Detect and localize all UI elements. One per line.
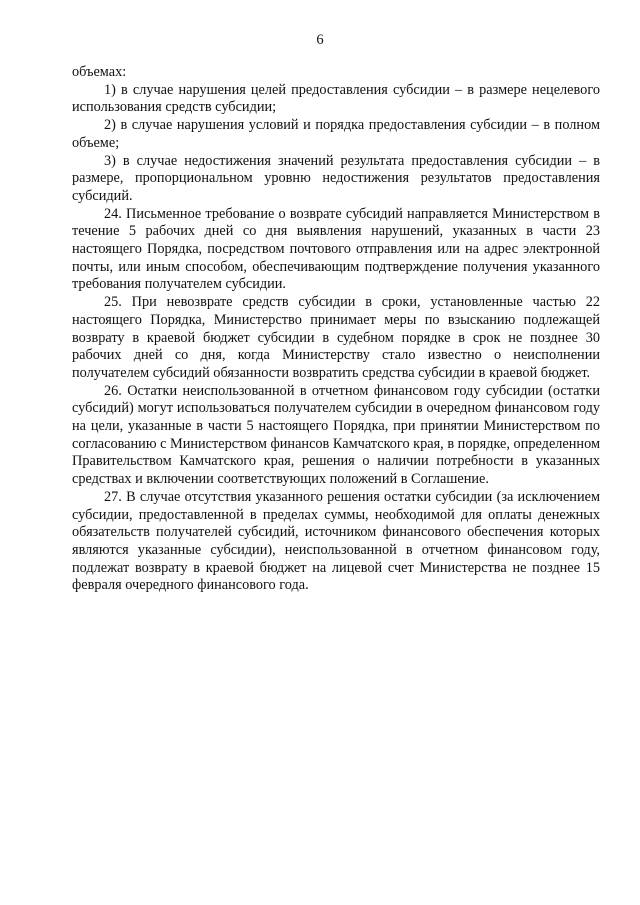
document-body [72, 64, 600, 595]
paragraph-25: 25. При невозврате средств субсидии в сроки, установленные частью 22 настоящего Порядка, Министерство принимает меры по взысканию подлежащей возврату в краевой бюджет субсидии в судебном порядке в срок не позднее 30 рабочих дней со дня, когда Министерству стало известно о неисполнении получателем субсидий обязанности возвратить средства субсидии в краевой бюджет. [72, 294, 600, 381]
paragraph-24: 24. Письменное требование о возврате субсидий направляется Министерством в течение 5 рабочих дней со дня выявления нарушений, указанных в части 23 настоящего Порядка, посредством почтового отправления или на адрес электронной почты, или иным способом, обеспечивающим подтверждение получения указанного требования получателем субсидии. [72, 205, 600, 293]
paragraph-item-2: 2) в случае нарушения условий и порядка предоставления субсидии – в полном объеме; [72, 117, 600, 151]
paragraph-item-1: 1) в случае нарушения целей предоставления субсидии – в размере нецелевого использования средств субсидии; [72, 81, 600, 116]
paragraph-27: 27. В случае отсутствия указанного решения остатки субсидии (за исключением субсидии, предоставленной в пределах суммы, необходимой для оплаты денежных обязательств получателей субсидий, источником финансового обеспечения которых являются указанные субсидии), неиспользованной в отчетном финансовом году, подлежат возврату в краевой бюджет на лицевой счет Министерства не позднее 15 февраля очередного финансового года. [72, 488, 600, 594]
paragraph-item-3: 3) в случае недостижения значений результата предоставления субсидии – в размере, пропорциональном уровню недостижения результатов предоставления субсидий. [72, 152, 600, 204]
paragraph-continuation: объемах: [72, 64, 127, 80]
page-number: 6 [316, 32, 324, 48]
paragraph-26: 26. Остатки неиспользованной в отчетном финансовом году субсидии (остатки субсидий) могут использоваться получателем субсидии в очередном финансовом году на цели, указанные в части 5 настоящего Порядка, при принятии Министерством по согласованию с Министерством финансов Камчатского края, в порядке, определенном Правительством Камчатского края, решения о наличии потребности в указанных средствах и включении соответствующих положений в Соглашение. [72, 382, 600, 488]
